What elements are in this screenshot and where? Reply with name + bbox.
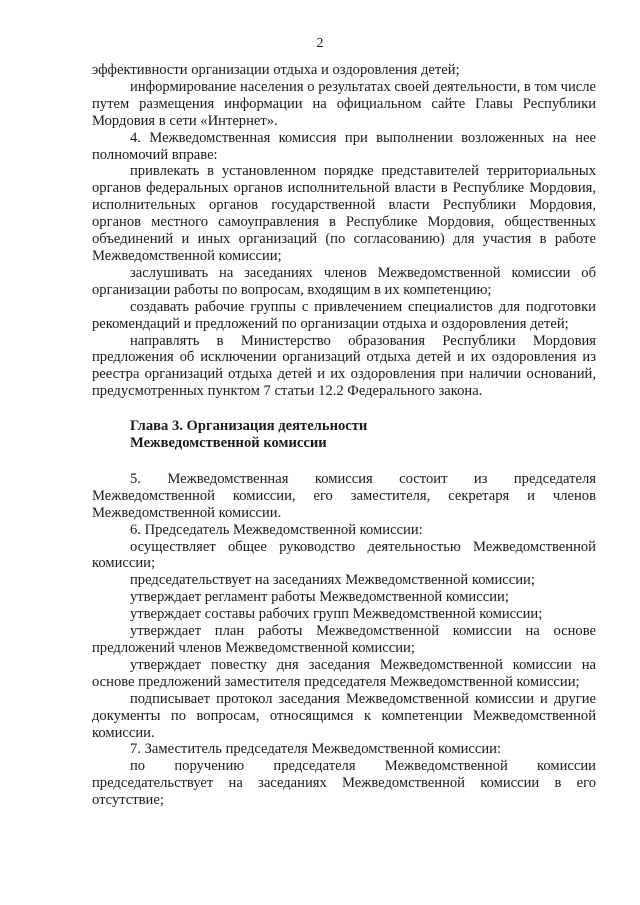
paragraph: по поручению председателя Межведомственной комиссии председательствует на заседаниях Межведомственной комиссии в его отсутствие; (92, 758, 596, 809)
paragraph: заслушивать на заседаниях членов Межведомственной комиссии об организации работы по вопросам, входящим в их компетенцию; (92, 264, 596, 298)
paragraph: 6. Председатель Межведомственной комиссии: (130, 521, 423, 538)
paragraphs-after-heading (92, 471, 596, 809)
chapter-heading-line-2: Межведомственной комиссии (130, 435, 327, 452)
chapter-heading (92, 418, 596, 452)
paragraph: направлять в Министерство образования Республики Мордовия предложения об исключении организаций отдыха детей и их оздоровления из реестра организаций отдыха детей и их оздоровления при наличии оснований, предусмотренных пунктом 7 статьи 12.2 Федерального закона. (92, 332, 596, 400)
paragraph: утверждает регламент работы Межведомственной комиссии; (130, 589, 509, 606)
document-body (92, 62, 596, 809)
paragraph: информирование населения о результатах своей деятельности, в том числе путем размещения информации на официальном сайте Главы Республики Мордовия в сети «Интернет». (92, 78, 596, 129)
paragraph: привлекать в установленном порядке представителей территориальных органов федеральных органов исполнительной власти в Республике Мордовия, исполнительных органов государственной власти Республики Мордовия, органов местного самоуправления в Республике Мордовия, общественных объединений и иных организаций (по согласованию) для участия в работе Межведомственной комиссии; (92, 163, 596, 264)
paragraph: 4. Межведомственная комиссия при выполнении возложенных на нее полномочий вправе: (92, 129, 596, 163)
paragraph: эффективности организации отдыха и оздоровления детей; (92, 62, 460, 78)
paragraph: председательствует на заседаниях Межведомственной комиссии; (130, 572, 535, 589)
paragraph: 5. Межведомственная комиссия состоит из председателя Межведомственной комиссии, его заместителя, секретаря и членов Межведомственной комиссии. (92, 470, 596, 521)
paragraph: 7. Заместитель председателя Межведомственной комиссии: (130, 741, 502, 758)
paragraph: подписывает протокол заседания Межведомственной комиссии и другие документы по вопросам, относящимся к компетенции Межведомственной комиссии. (92, 690, 596, 741)
page-number: 2 (316, 36, 324, 51)
paragraph: утверждает план работы Межведомственной комиссии на основе предложений членов Межведомственной комиссии; (92, 623, 596, 656)
paragraphs-before-heading (92, 62, 596, 400)
paragraph: утверждает повестку дня заседания Межведомственной комиссии на основе предложений заместителя председателя Межведомственной комиссии; (92, 656, 596, 690)
paragraph: утверждает составы рабочих групп Межведомственной комиссии; (130, 606, 543, 623)
paragraph: создавать рабочие группы с привлечением специалистов для подготовки рекомендаций и предложений по организации отдыха и оздоровления детей; (92, 298, 596, 332)
paragraph: осуществляет общее руководство деятельностью Межведомственной комиссии; (92, 538, 596, 572)
chapter-heading-line-1: Глава 3. Организация деятельности (130, 418, 368, 435)
